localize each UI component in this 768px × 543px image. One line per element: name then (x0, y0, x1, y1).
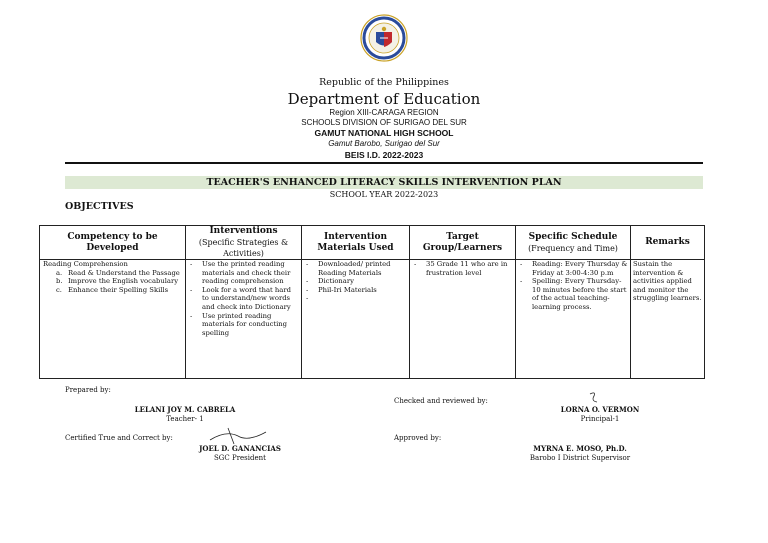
certified-name: JOEL D. GANANCIAS (199, 444, 281, 453)
table-header-row (40, 226, 705, 260)
remarks-cell (631, 260, 705, 379)
list-item: - Look for a word that hard to understand/new words and check into Dictionary (202, 286, 299, 312)
certified-title: SGC President (214, 454, 266, 462)
header-schedule (516, 226, 631, 260)
list-item: a. Read & Understand the Passage (56, 268, 180, 277)
list-item: c. Enhance their Spelling Skills (56, 285, 169, 294)
list-item: - Use printed reading materials for conducting spelling (202, 312, 299, 338)
header-interventions-label: Interventions (209, 226, 278, 236)
republic-line: Republic of the Philippines (319, 77, 449, 88)
header-schedule-sub: (Frequency and Time) (528, 243, 618, 253)
list-item: - 35 Grade 11 who are in frustration level (426, 260, 513, 277)
certified-label: Certified True and Correct by: (65, 434, 173, 442)
remarks-text: Sustain the intervention & activities applied and monitor the struggling learners. (633, 260, 702, 303)
prepared-title: Teacher- 1 (166, 415, 204, 423)
approved-name: MYRNA E. MOSO, Ph.D. (533, 444, 627, 453)
intervention-plan-table (39, 225, 705, 379)
schedule-cell (516, 260, 631, 379)
header-target: Target Group/Learners (410, 226, 516, 260)
header-competency: Competency to be Developed (40, 226, 186, 260)
header-schedule-label: Specific Schedule (528, 231, 618, 242)
list-item: - Spelling: Every Thursday- 10 minutes before the start of the actual teaching-learning process. (532, 277, 628, 311)
list-item: - Dictionary (318, 277, 407, 286)
deped-seal-icon (360, 14, 408, 62)
header-divider (65, 162, 703, 164)
region-line: Region XIII-CARAGA REGION (329, 108, 439, 117)
department-line: Department of Education (287, 90, 481, 108)
interventions-list (186, 260, 301, 337)
header-remarks: Remarks (631, 226, 705, 260)
approved-label: Approved by: (394, 434, 442, 442)
checked-name: LORNA O. VERMON (560, 405, 640, 414)
list-item: b. Improve the English vocabulary (56, 277, 179, 286)
division-line: SCHOOLS DIVISION OF SURIGAO DEL SUR (301, 118, 467, 127)
beis-id: BEIS I.D. 2022-2023 (344, 150, 424, 160)
school-year: SCHOOL YEAR 2022-2023 (329, 190, 439, 199)
school-address: Gamut Barobo, Surigao del Sur (328, 139, 440, 148)
competency-list (40, 269, 185, 295)
list-item: - Phil-Iri Materials (318, 286, 407, 295)
interventions-cell (186, 260, 302, 379)
competency-heading: Reading Comprehension (43, 260, 128, 268)
header-interventions-sub: (Specific Strategies & Activities) (198, 238, 289, 258)
checked-title: Principal-1 (580, 415, 620, 423)
target-list (410, 260, 515, 277)
table-row (40, 260, 705, 379)
list-item: - Use the printed reading materials and check their reading comprehension (202, 260, 299, 286)
school-name: GAMUT NATIONAL HIGH SCHOOL (314, 128, 454, 138)
competency-cell (40, 260, 186, 379)
list-item: - Reading: Every Thursday & Friday at 3:00-4:30 p.m (532, 260, 628, 277)
plan-title: TEACHER'S ENHANCED LITERACY SKILLS INTERVENTION PLAN (65, 176, 703, 189)
approved-title: Barobo I District Supervisor (529, 454, 631, 462)
list-item: - Downloaded/ printed Reading Materials (318, 260, 407, 277)
header-interventions (186, 226, 302, 260)
materials-list (302, 260, 409, 294)
materials-cell (302, 260, 410, 379)
prepared-name: LELANI JOY M. CABRELA (134, 405, 236, 414)
checked-label: Checked and reviewed by: (394, 397, 488, 405)
target-cell (410, 260, 516, 379)
objectives-label: OBJECTIVES (65, 201, 134, 212)
header-materials: Intervention Materials Used (302, 226, 410, 260)
schedule-list (516, 260, 630, 312)
prepared-label: Prepared by: (65, 386, 111, 394)
